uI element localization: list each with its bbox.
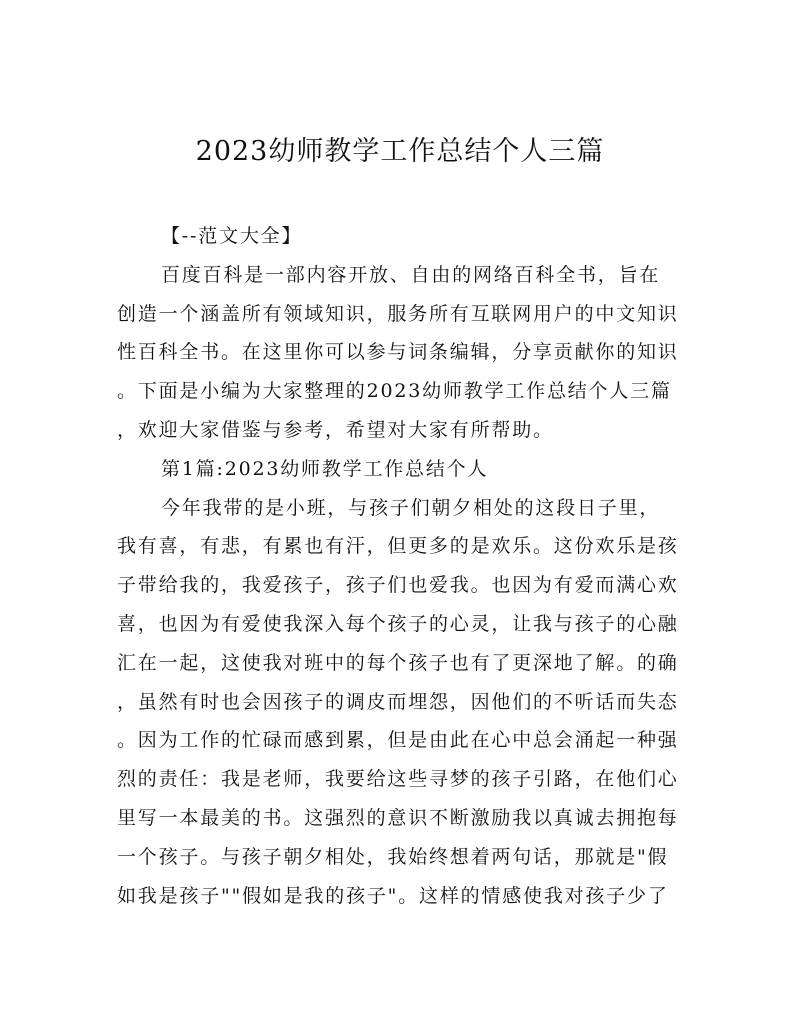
paragraph-line: 我有喜，有悲，有累也有汗，但更多的是欢乐。这份欢乐是孩 bbox=[117, 535, 679, 558]
document-title: 2023幼师教学工作总结个人三篇 bbox=[195, 136, 605, 167]
paragraph-line: 创造一个涵盖所有领域知识，服务所有互联网用户的中文知识 bbox=[117, 302, 679, 325]
paragraph-line: 烈的责任：我是老师，我要给这些寻梦的孩子引路，在他们心 bbox=[117, 768, 679, 791]
paragraph-line: 今年我带的是小班，与孩子们朝夕相处的这段日子里， bbox=[161, 496, 661, 519]
paragraph-line: 喜，也因为有爱使我深入每个孩子的心灵，让我与孩子的心融 bbox=[117, 612, 679, 635]
paragraph-line: 如我是孩子""假如是我的孩子"。这样的情感使我对孩子少了 bbox=[117, 884, 669, 907]
paragraph-line: 。下面是小编为大家整理的2023幼师教学工作总结个人三篇 bbox=[117, 380, 672, 403]
category-tag: 【--范文大全】 bbox=[161, 225, 303, 247]
paragraph-line: 汇在一起，这使我对班中的每个孩子也有了更深地了解。的确 bbox=[117, 651, 679, 674]
section-heading: 第1篇:2023幼师教学工作总结个人 bbox=[161, 457, 489, 480]
paragraph-line: 一个孩子。与孩子朝夕相处，我始终想着两句话，那就是"假 bbox=[117, 845, 669, 868]
paragraph-line: 百度百科是一部内容开放、自由的网络百科全书，旨在 bbox=[161, 263, 661, 286]
paragraph-line: ，欢迎大家借鉴与参考，希望对大家有所帮助。 bbox=[117, 418, 554, 441]
paragraph-line: 。因为工作的忙碌而感到累，但是由此在心中总会涌起一种强 bbox=[117, 729, 679, 752]
paragraph-line: 性百科全书。在这里你可以参与词条编辑，分享贡献你的知识 bbox=[117, 341, 679, 364]
paragraph-line: 里写一本最美的书。这强烈的意识不断激励我以真诚去拥抱每 bbox=[117, 806, 679, 829]
document-body bbox=[117, 217, 697, 915]
paragraph-line: ，虽然有时也会因孩子的调皮而埋怨，因他们的不听话而失态 bbox=[117, 690, 679, 713]
paragraph-line: 子带给我的，我爱孩子，孩子们也爱我。也因为有爱而满心欢 bbox=[117, 574, 679, 597]
